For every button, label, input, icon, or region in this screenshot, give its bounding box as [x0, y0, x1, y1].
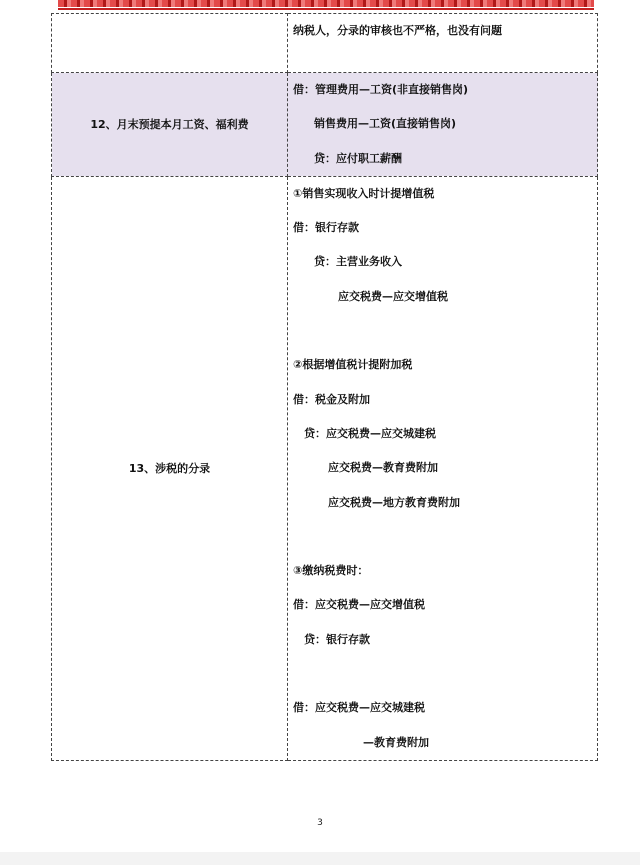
entry-line: 销售费用—工资(直接销售岗): [314, 117, 457, 131]
entry-line: 借：应交税费—应交增值税: [293, 598, 425, 612]
row-label-cell: 13、涉税的分录: [52, 176, 288, 760]
table-row: [52, 176, 598, 760]
entry-line: 应交税费—教育费附加: [328, 461, 438, 475]
entry-line: 贷：应交税费—应交城建税: [304, 426, 436, 440]
entry-line: 贷：主营业务收入: [314, 255, 402, 269]
entry-line: ③缴纳税费时：: [293, 564, 369, 578]
accounting-entries-table: [51, 13, 598, 761]
entry-line: 借：税金及附加: [293, 392, 370, 406]
entry-line: 应交税费—应交增值税: [338, 289, 448, 303]
header-decoration-band: [58, 0, 594, 7]
page-bottom-strip: [0, 852, 640, 865]
entry-line: 借：应交税费—应交城建税: [293, 701, 425, 715]
entry-cell: [288, 73, 598, 177]
entry-line: —教育费附加: [363, 735, 429, 749]
entry-line: 应交税费—地方教育费附加: [328, 495, 460, 509]
entry-line: ①销售实现收入时计提增值税: [293, 186, 435, 200]
row-label-cell: [52, 14, 288, 73]
table-row: [52, 14, 598, 73]
page-number: 3: [317, 818, 323, 828]
entry-line: 借：管理费用—工资(非直接销售岗): [293, 83, 469, 96]
header-rule: [58, 8, 594, 10]
entry-line: 纳税人，分录的审核也不严格，也没有问题: [293, 24, 502, 37]
row-label-cell: 12、月末预提本月工资、福利费: [52, 73, 288, 177]
spacer: [288, 657, 597, 691]
entry-cell: [288, 14, 598, 73]
entry-line: 借：银行存款: [293, 221, 359, 235]
entry-line: ②根据增值税计提附加税: [293, 358, 413, 372]
entry-cell: [288, 176, 598, 760]
entry-line: 贷：应付职工薪酬: [314, 151, 402, 165]
spacer: [288, 520, 597, 554]
table-row: [52, 73, 598, 177]
spacer: [288, 314, 597, 348]
entry-line: 贷：银行存款: [304, 632, 370, 646]
